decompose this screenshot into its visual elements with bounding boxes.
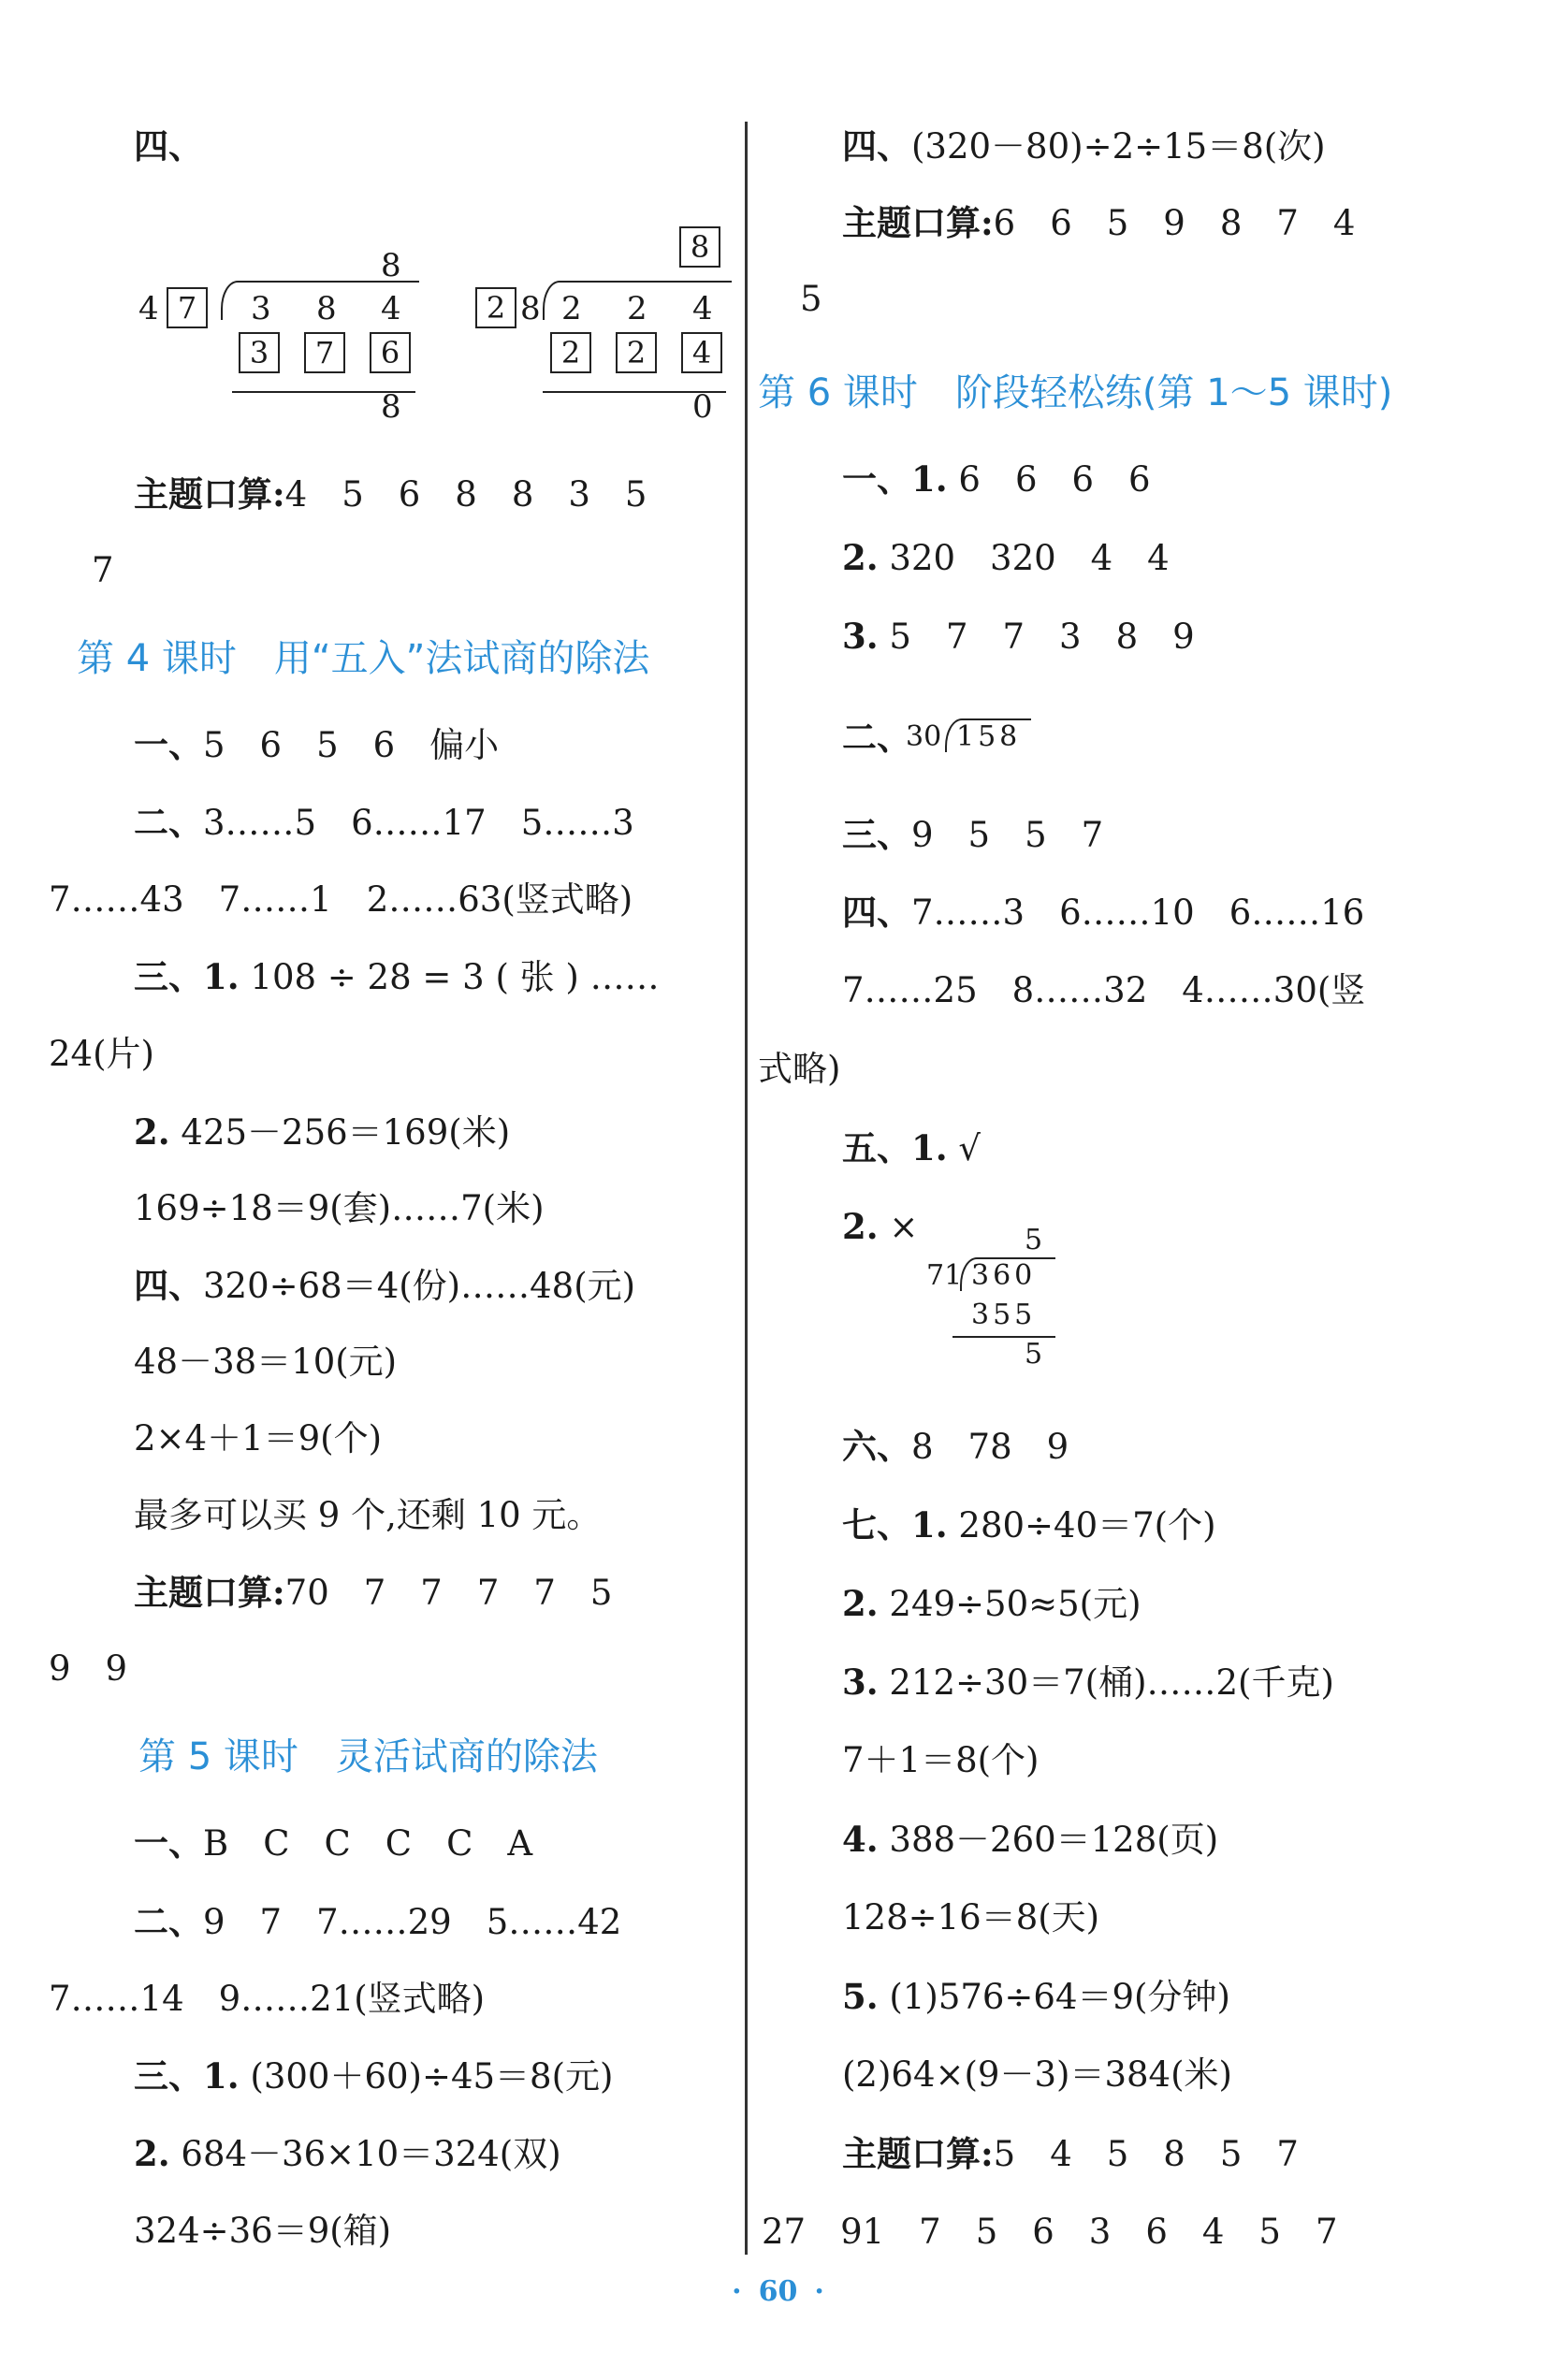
r6-q3: 三、9 5 5 7	[842, 814, 1104, 855]
dividend-digit: 2	[627, 290, 647, 327]
r6-q1-2: 2. 320 320 4 4	[842, 537, 1170, 578]
divisor: 71	[926, 1259, 963, 1292]
mental-calc-4-cont: 27 91 7 5 6 3 6 4 5 7	[762, 2212, 1338, 2252]
dividend-digit: 2	[561, 290, 582, 327]
mental-calc-1-cont: 7	[92, 550, 114, 590]
product: 355	[971, 1299, 1037, 1331]
lesson-4-title: 第 4 课时 用“五入”法试商的除法	[77, 637, 650, 680]
mental-calc-2: 主题口算:70 7 7 7 7 5	[134, 1572, 613, 1613]
r6-q4-cont2: 式略)	[758, 1049, 841, 1089]
l4-q3-1-cont: 24(片)	[49, 1034, 154, 1074]
r6-q7-2: 2. 249÷50≈5(元)	[842, 1583, 1142, 1624]
section-4-label: 四、	[134, 125, 203, 167]
l4-q3-2-cont: 169÷18＝9(套)……7(米)	[134, 1188, 545, 1228]
r6-q7-4-cont: 128÷16＝8(天)	[842, 1897, 1100, 1937]
r6-q7-3: 3. 212÷30＝7(桶)……2(千克)	[842, 1662, 1334, 1703]
lesson-5-title: 第 5 课时 灵活试商的除法	[138, 1735, 598, 1778]
product-box: 2	[550, 332, 591, 373]
mental-calc-3: 主题口算:6 6 5 9 8 7 4	[842, 202, 1356, 243]
r6-q7-1: 七、1. 280÷40＝7(个)	[842, 1504, 1216, 1546]
dividend-digit: 4	[381, 290, 401, 327]
l5-q2-cont: 7……14 9……21(竖式略)	[49, 1979, 486, 2019]
l4-q3-2: 2. 425－256＝169(米)	[134, 1111, 511, 1153]
r6-q4: 四、7……3 6……10 6……16	[842, 892, 1365, 933]
r6-q2: 二、	[842, 717, 911, 758]
remainder: 8	[381, 388, 401, 426]
l4-q4-line4: 最多可以买 9 个,还剩 10 元。	[134, 1495, 602, 1535]
mental-calc-1: 主题口算:4 5 6 8 8 3 5	[134, 473, 647, 515]
product-box: 6	[370, 332, 411, 373]
l5-q1: 一、B C C C C A	[134, 1822, 533, 1864]
mental-calc-2-cont: 9 9	[49, 1648, 128, 1689]
footer-dot: ·	[732, 2275, 742, 2308]
divisor-suffix: 8	[520, 290, 541, 327]
r-q4: 四、(320－80)÷2÷15＝8(次)	[842, 125, 1326, 167]
r6-q7-5-cont: (2)64×(9－3)＝384(米)	[842, 2054, 1232, 2095]
product-box: 3	[239, 332, 280, 373]
dividend-digit: 3	[251, 290, 271, 327]
column-divider	[745, 122, 748, 2255]
footer-dot: ·	[814, 2275, 824, 2308]
dividend-digit: 4	[692, 290, 713, 327]
r6-q7-5: 5. (1)576÷64＝9(分钟)	[842, 1976, 1230, 2017]
lesson-6-title: 第 6 课时 阶段轻松练(第 1～5 课时)	[758, 371, 1393, 414]
l5-q3-2-cont: 324÷36＝9(箱)	[134, 2211, 392, 2251]
mental-calc-3-cont: 5	[800, 279, 822, 319]
product-box: 2	[616, 332, 657, 373]
divisor-box: 7	[167, 287, 208, 328]
l4-q4-line3: 2×4＋1＝9(个)	[134, 1418, 383, 1458]
r6-q1-3: 3. 5 7 7 3 8 9	[842, 616, 1195, 657]
l4-q4: 四、320÷68＝4(份)……48(元)	[134, 1265, 636, 1306]
l4-q1: 一、5 6 5 6 偏小	[134, 724, 500, 765]
left-column	[0, 0, 744, 2380]
l4-q3-1: 三、1. 108 ÷ 28 = 3 ( 张 ) ……	[134, 956, 660, 997]
r6-q7-4: 4. 388－260＝128(页)	[842, 1819, 1219, 1860]
product-box: 4	[681, 332, 722, 373]
l5-q3-2: 2. 684－36×10＝324(双)	[134, 2133, 561, 2174]
l4-q2-cont: 7……43 7……1 2……63(竖式略)	[49, 879, 633, 920]
l5-q2: 二、9 7 7……29 5……42	[134, 1901, 622, 1942]
r6-q1-1: 一、1. 6 6 6 6	[842, 458, 1151, 500]
dividend: 360	[971, 1259, 1037, 1292]
divisor-box: 2	[475, 287, 516, 328]
quotient: 8	[381, 247, 401, 284]
remainder: 5	[1025, 1338, 1043, 1371]
dividend: 158	[956, 720, 1022, 753]
mental-calc-4: 主题口算:5 4 5 8 5 7	[842, 2133, 1299, 2174]
divisor: 30	[906, 720, 942, 753]
r6-q4-cont: 7……25 8……32 4……30(竖	[842, 970, 1366, 1010]
right-column	[758, 0, 1556, 2380]
l4-q4-line2: 48－38＝10(元)	[134, 1342, 398, 1382]
page-footer	[0, 2275, 1556, 2308]
dividend-digit: 8	[316, 290, 337, 327]
r6-q5-1: 五、1. √	[842, 1127, 981, 1168]
r6-q5-2: 2. ×	[842, 1206, 919, 1247]
r6-q6: 六、8 78 9	[842, 1426, 1069, 1467]
l5-q3-1: 三、1. (300＋60)÷45＝8(元)	[134, 2055, 614, 2097]
l4-q2: 二、3……5 6……17 5……3	[134, 802, 634, 843]
quotient-box: 8	[679, 226, 720, 268]
product-box: 7	[304, 332, 345, 373]
remainder: 0	[692, 388, 713, 426]
divisor-prefix: 4	[138, 290, 159, 327]
r6-q7-3-cont: 7＋1＝8(个)	[842, 1740, 1040, 1780]
quotient: 5	[1025, 1224, 1043, 1256]
page-number: 60	[758, 2275, 798, 2308]
